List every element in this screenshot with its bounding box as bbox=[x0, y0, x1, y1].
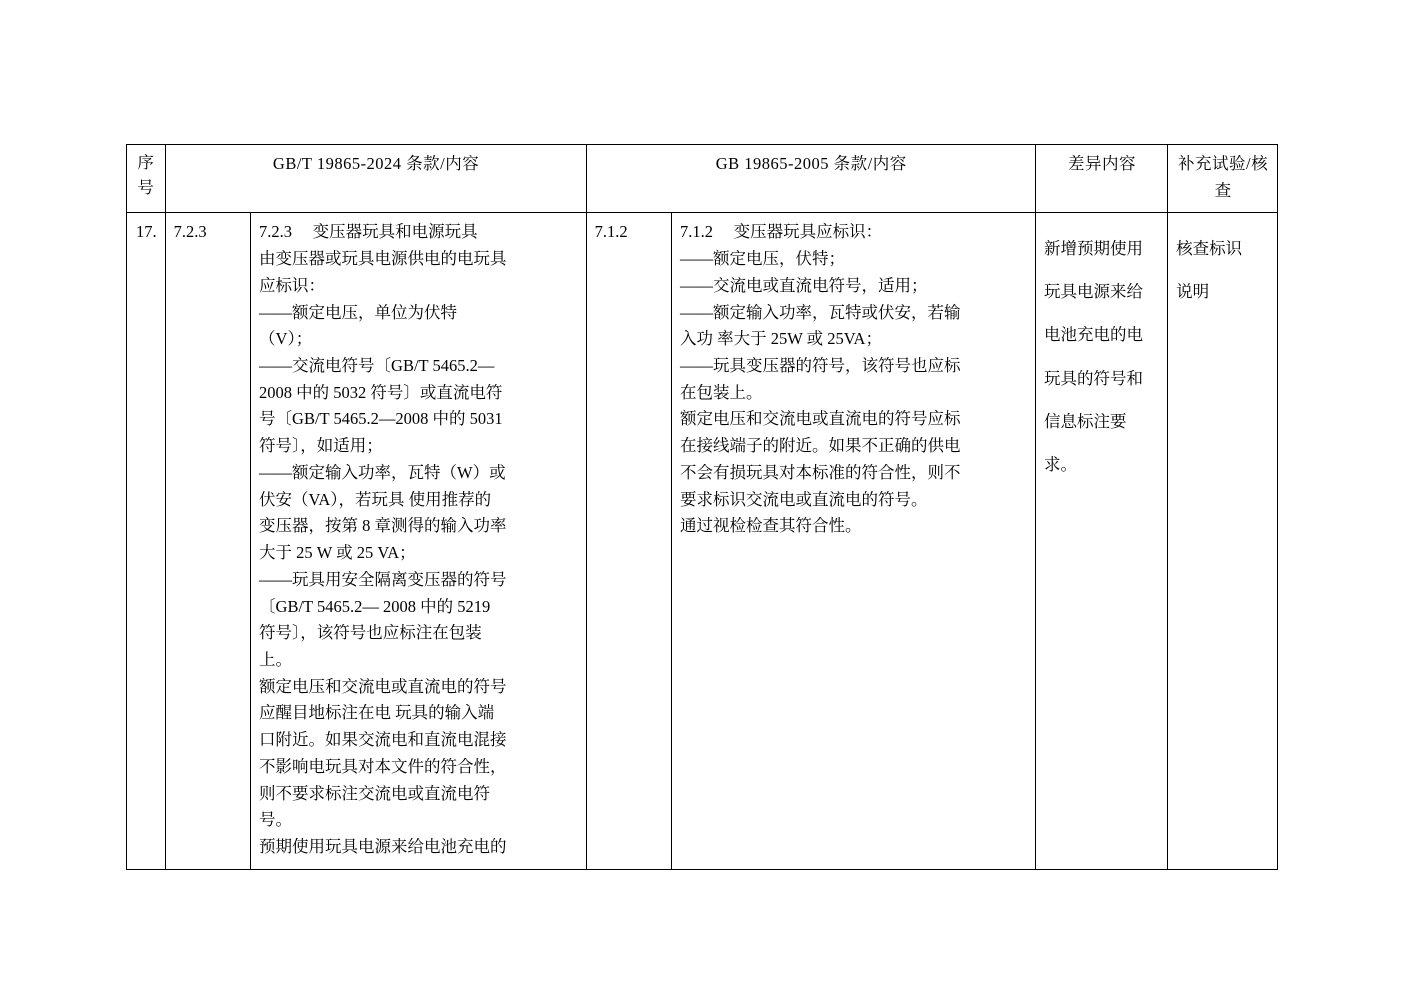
cell-seq: 17. bbox=[127, 213, 166, 869]
old-content-line: ——交流电或直流电符号，适用； bbox=[679, 275, 928, 295]
standard-comparison-table bbox=[126, 144, 1278, 870]
new-content-line: 预期使用玩具电源来给电池充电的 bbox=[259, 836, 507, 856]
header-seq: 序号 bbox=[127, 145, 166, 213]
old-content-line: 要求标识交流电或直流电的符号。 bbox=[679, 489, 928, 509]
old-content-line: 7.1.2 变压器玩具应标识： bbox=[679, 222, 883, 242]
cell-old-clause-number: 7.1.2 bbox=[586, 213, 671, 869]
header-new-standard: GB/T 19865-2024 条款/内容 bbox=[165, 145, 586, 213]
new-content-line: 7.2.3 变压器玩具和电源玩具 bbox=[259, 222, 478, 242]
new-content-line: 号〔GB/T 5465.2—2008 中的 5031 bbox=[259, 409, 503, 429]
new-content-line: 号。 bbox=[259, 810, 293, 830]
new-content-line: ——额定电压，单位为伏特 bbox=[259, 302, 458, 322]
new-content-line: 变压器，按第 8 章测得的输入功率 bbox=[259, 516, 507, 536]
new-content-line: 口附近。如果交流电和直流电混接 bbox=[259, 730, 507, 750]
new-content-line: 应标识： bbox=[259, 275, 326, 295]
old-content-line: 额定电压和交流电或直流电的符号应标 bbox=[679, 409, 961, 429]
new-content-line: 2008 中的 5032 符号〕或直流电符 bbox=[259, 382, 503, 402]
old-content-line: 在接线端子的附近。如果不正确的供电 bbox=[679, 436, 961, 456]
new-content-line: 〔GB/T 5465.2— 2008 中的 5219 bbox=[259, 596, 491, 616]
new-content-line: 伏安（VA），若玩具 使用推荐的 bbox=[259, 489, 492, 509]
cell-extra-test bbox=[1168, 213, 1278, 869]
new-content-line: 则不要求标注交流电或直流电符 bbox=[259, 783, 491, 803]
cell-old-content bbox=[671, 213, 1035, 869]
cell-new-content bbox=[251, 213, 587, 869]
old-content-line: 入功 率大于 25W 或 25VA； bbox=[679, 329, 882, 349]
new-content-line: ——玩具用安全隔离变压器的符号 bbox=[259, 569, 507, 589]
new-content-line: 由变压器或玩具电源供电的电玩具 bbox=[259, 249, 507, 269]
table-header-row bbox=[127, 145, 1278, 213]
difference-line: 求。 bbox=[1043, 455, 1077, 475]
difference-line: 玩具电源来给 bbox=[1043, 282, 1143, 302]
old-content-line: 不会有损玩具对本标准的符合性，则不 bbox=[679, 462, 961, 482]
new-content-line: （V）； bbox=[259, 329, 313, 349]
extra-test-line: 核查标识 bbox=[1176, 238, 1243, 258]
new-content-line: 不影响电玩具对本文件的符合性， bbox=[259, 756, 507, 776]
extra-test-line: 说明 bbox=[1176, 282, 1210, 302]
new-content-line: 额定电压和交流电或直流电的符号 bbox=[259, 676, 507, 696]
difference-line: 电池充电的电 bbox=[1043, 325, 1143, 345]
cell-new-clause-number: 7.2.3 bbox=[165, 213, 250, 869]
new-content-line: 符号〕，如适用； bbox=[259, 436, 383, 456]
new-content-line: 上。 bbox=[259, 649, 293, 669]
table-row bbox=[127, 213, 1278, 869]
old-content-line: ——玩具变压器的符号，该符号也应标 bbox=[679, 356, 961, 376]
difference-line: 玩具的符号和 bbox=[1043, 368, 1143, 388]
old-content-line: 在包装上。 bbox=[679, 382, 763, 402]
header-extra-test: 补充试验/核查 bbox=[1168, 145, 1278, 213]
new-content-line: ——交流电符号〔GB/T 5465.2— bbox=[259, 356, 495, 376]
difference-line: 信息标注要 bbox=[1043, 411, 1127, 431]
old-content-line: ——额定电压，伏特； bbox=[679, 249, 845, 269]
header-old-standard: GB 19865-2005 条款/内容 bbox=[586, 145, 1035, 213]
old-content-line: 通过视检检查其符合性。 bbox=[679, 516, 862, 536]
cell-difference bbox=[1035, 213, 1167, 869]
difference-line: 新增预期使用 bbox=[1043, 238, 1143, 258]
new-content-line: 应醒目地标注在电 玩具的输入端 bbox=[259, 703, 495, 723]
new-content-line: 符号〕，该符号也应标注在包装 bbox=[259, 623, 482, 643]
new-content-line: ——额定输入功率，瓦特（W）或 bbox=[259, 462, 506, 482]
new-content-line: 大于 25 W 或 25 VA； bbox=[259, 543, 416, 563]
old-content-line: ——额定输入功率，瓦特或伏安，若输 bbox=[679, 302, 961, 322]
header-difference: 差异内容 bbox=[1035, 145, 1167, 213]
